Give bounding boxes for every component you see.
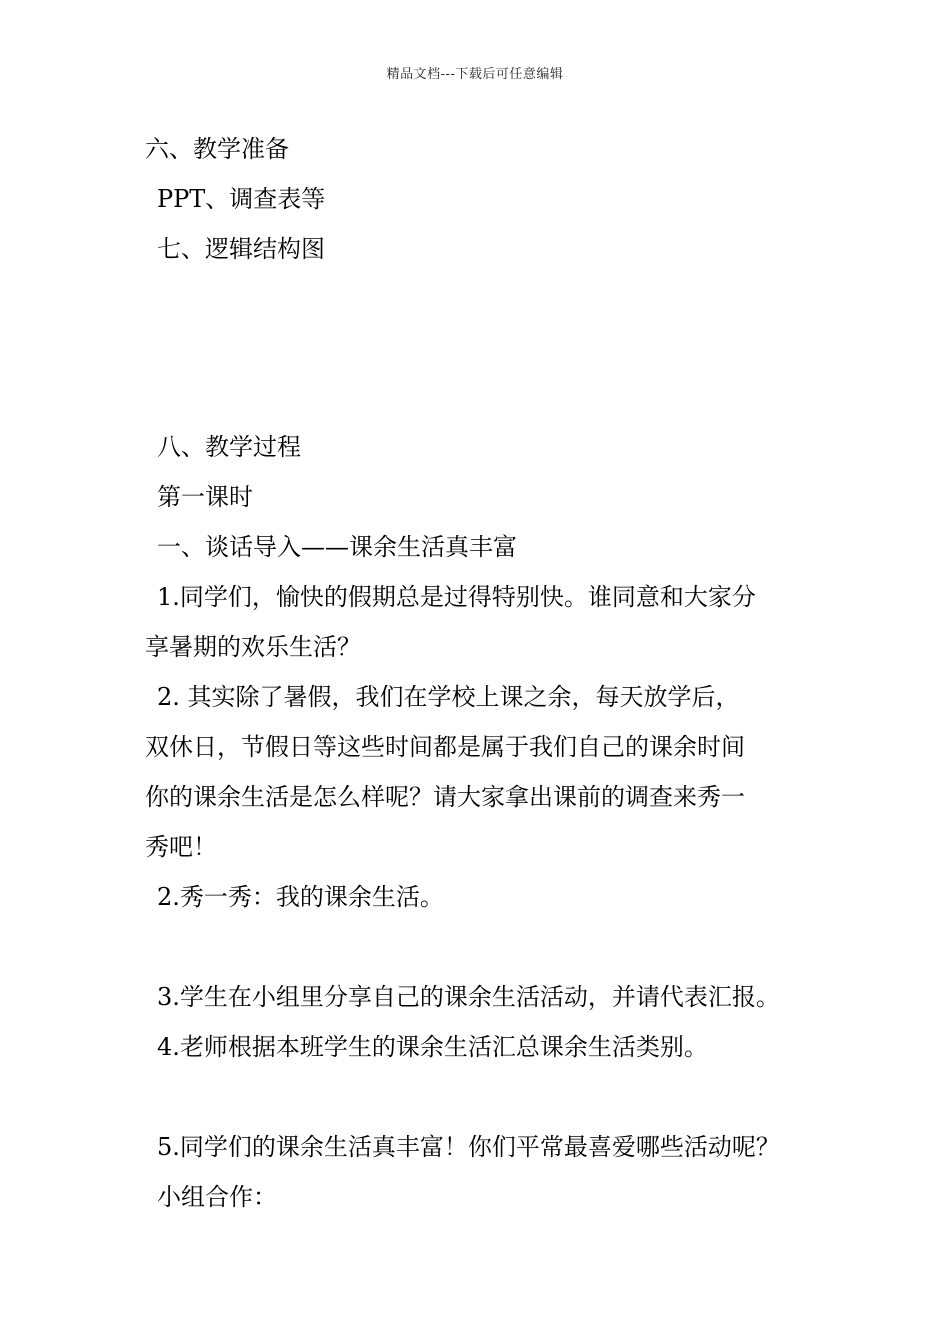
subsection-heading: 一、谈话导入——课余生活真丰富 (157, 533, 517, 561)
section-heading-preparation: 六、教学准备 (145, 135, 289, 163)
paragraph-line: 双休日，节假日等这些时间都是属于我们自己的课余时间 (145, 733, 745, 761)
paragraph-line: 4.老师根据本班学生的课余生活汇总课余生活类别。 (157, 1033, 708, 1061)
paragraph-line: 2.秀一秀：我的课余生活。 (157, 883, 444, 911)
paragraph-line: 5.同学们的课余生活真丰富！你们平常最喜爱哪些活动呢？ (157, 1133, 780, 1161)
lesson-title: 第一课时 (157, 483, 253, 511)
paragraph-line: 2. 其实除了暑假，我们在学校上课之余，每天放学后， (157, 683, 740, 711)
paragraph-line: 3.学生在小组里分享自己的课余生活活动，并请代表汇报。 (157, 983, 780, 1011)
page-header: 精品文档---下载后可任意编辑 (386, 67, 564, 82)
paragraph-line: 小组合作： (157, 1183, 277, 1211)
paragraph-line: 享暑期的欢乐生活？ (145, 633, 361, 661)
paragraph-line: 秀吧！ (145, 833, 217, 861)
section-heading-structure: 七、逻辑结构图 (157, 235, 325, 263)
paragraph-line: PPT、调查表等 (157, 185, 326, 213)
paragraph-line: 1.同学们，愉快的假期总是过得特别快。谁同意和大家分 (157, 583, 756, 611)
section-heading-process: 八、教学过程 (157, 433, 301, 461)
paragraph-line: 你的课余生活是怎么样呢？请大家拿出课前的调查来秀一 (145, 783, 745, 811)
